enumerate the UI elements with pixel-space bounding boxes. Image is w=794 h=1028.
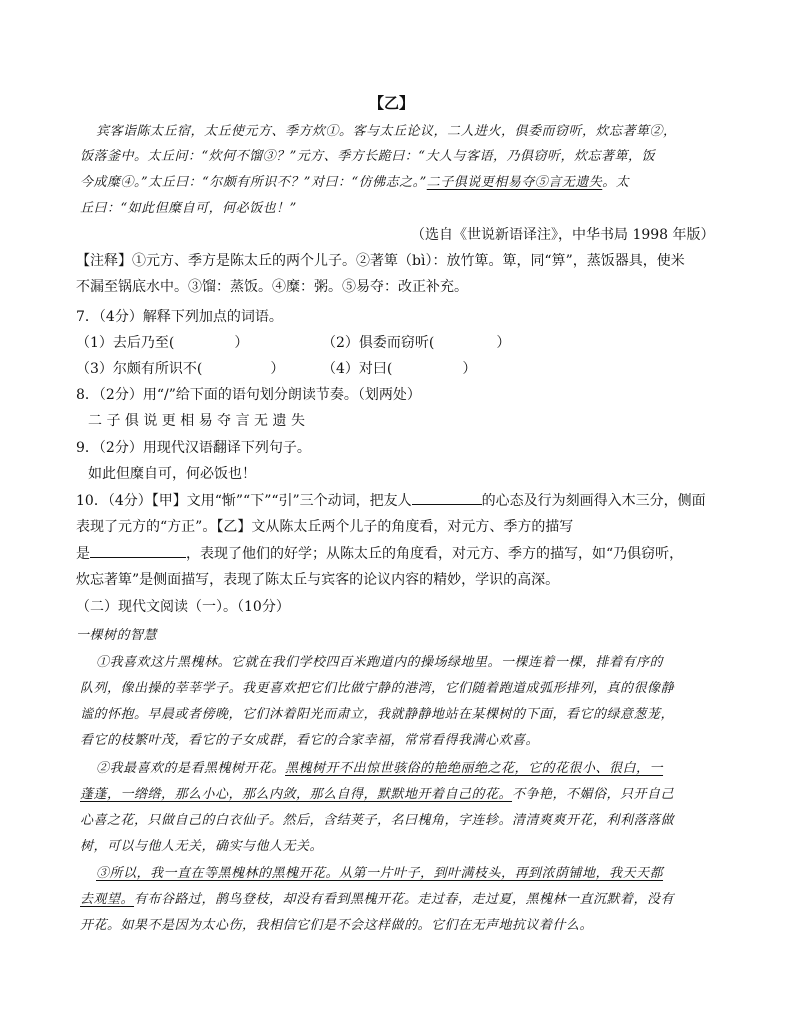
- q7-row-2: [76, 358, 284, 378]
- essay-p2-line-2: [80, 783, 674, 802]
- q7-close-4: ）: [462, 361, 477, 377]
- q9-sentence: 如此但糜自可，何必饭也！: [88, 466, 256, 482]
- essay-p1-line-4: 看它的枝繁叶茂，看它的子女成群，看它的合家幸福，常常看得我满心欢喜。: [80, 733, 540, 748]
- essay-p3-underlined-2: 去观望。: [80, 892, 135, 907]
- q7-stem: 7．（4分）解释下列加点的词语。: [76, 309, 283, 325]
- essay-p2-line-1: [96, 757, 663, 776]
- yi-line-3-text: 今成糜④。”太丘曰：“尔颇有所识不？”对曰：“仿佛志之。”: [80, 175, 427, 190]
- essay-p1-line-2: 队列，像出操的莘莘学子。我更喜欢把它们比做宁静的港湾，它们随着跑道成弧形排列，真的很像静: [80, 681, 675, 696]
- essay-p2-underlined-2: 蓬蓬，一绺绺，那么小心，那么内敛，那么自得，默默地开着自己的花。: [80, 787, 513, 802]
- essay-p2-line-4: 树，可以与他人无关，确实与他人无关。: [80, 839, 324, 854]
- source-citation: （选自《世说新语译注》，中华书局 1998 年版）: [411, 227, 715, 243]
- q8-sentence: 二 子 俱 说 更 相 易 夺 言 无 遗 失: [88, 413, 305, 429]
- yi-line-3-end: 。太: [602, 175, 630, 190]
- yi-line-4: 丘曰：“如此但糜自可，何必饭也！”: [80, 201, 297, 216]
- q7-close-1: ）: [234, 335, 249, 351]
- passage-yi-title: 【乙】: [369, 94, 415, 112]
- q9-stem: 9．（2分）用现代汉语翻译下列句子。: [76, 440, 311, 456]
- essay-p1-line-3: 谧的怀抱。早晨或者傍晚，它们沐着阳光而肃立，我就静静地站在某棵树的下面，看它的绿意葱茏，: [80, 707, 675, 722]
- essay-p1-line-1: ①我喜欢这片黑槐林。它就在我们学校四百米跑道内的操场绿地里。一棵连着一棵，排着有序的: [96, 655, 664, 670]
- q10-line-3b: ，表现了他们的好学；从陈太丘的角度看，对元方、季方的描写，如“乃俱窃听，: [186, 546, 684, 562]
- q10-line-2: 表现了元方的“方正”。【乙】文从陈太丘两个儿子的角度看，对元方、季方的描写: [76, 519, 574, 535]
- essay-p2-lead: ②我最喜欢的是看黑槐树开花。: [96, 761, 286, 776]
- essay-p2-line-3: 心喜之花，只做自己的白衣仙子。然后，含结荚子，名曰槐角，字连轸。清清爽爽开花，利利落落做: [80, 813, 675, 828]
- q10-line-4: 炊忘著箄”是侧面描写，表现了陈太丘与宾客的论议内容的精妙，学识的高深。: [76, 572, 560, 588]
- essay-title: 一棵树的智慧: [76, 628, 158, 643]
- essay-p3-line-1: [96, 862, 663, 881]
- yi-underlined-sentence: 二子俱说更相易夺⑤言无遗失: [426, 175, 603, 190]
- essay-p3-line-2-end: 有布谷路过，鹊鸟登枝，却没有看到黑槐开花。走过春，走过夏，黑槐林一直沉默着，没有: [134, 892, 675, 907]
- q7-close-3: ）: [270, 361, 285, 377]
- q7-item-2: （2）俱委而窃听(: [322, 335, 435, 351]
- essay-p3-line-2: [80, 888, 674, 907]
- essay-p2-underlined-1: 黑槐树开不出惊世骇俗的艳绝丽绝之花，它的花很小、很白，一: [285, 761, 664, 776]
- q10-line-1: [76, 490, 706, 510]
- q10-blank-1[interactable]: [412, 490, 482, 505]
- note-line-1: 【注释】①元方、季方是陈太丘的两个儿子。②著箄（bì）：放竹箄。箄，同“箅”，蒸饭器具，使米: [76, 253, 685, 269]
- q7-close-2: ）: [496, 335, 511, 351]
- q10-blank-2[interactable]: [90, 543, 186, 558]
- q7-row-1b: [322, 332, 510, 352]
- essay-p3-line-3: 开花。如果不是因为太心伤，我相信它们是不会这样做的。它们在无声地抗议着什么。: [80, 918, 594, 933]
- yi-line-1: 宾客诣陈太丘宿，太丘使元方、季方炊①。客与太丘论议，二人进火，俱委而窃听，炊忘著箄②，: [96, 124, 677, 139]
- yi-line-3: [80, 171, 629, 190]
- yi-line-2: 饭落釜中。太丘问：“炊何不馏③？”元方、季方长跪曰：“大人与客语，乃俱窃听，炊忘著箄，饭: [80, 149, 655, 164]
- note-line-2: 不漏至锅底水中。③馏：蒸饭。④糜：粥。⑤易夺：改正补充。: [76, 279, 468, 295]
- essay-p3-underlined-1: ③所以，我一直在等黑槐林的黑槐开花。从第一片叶子，到叶满枝头，再到浓荫铺地，我天天都: [96, 866, 664, 881]
- q7-item-3: （3）尔颇有所识不(: [76, 361, 203, 377]
- q10-line-1a: 10．（4分）【甲】文用“惭”“下”“引”三个动词，把友人: [76, 493, 412, 509]
- q8-stem: 8．（2分）用“/”给下面的语句划分朗读节奏。（划两处）: [76, 387, 421, 403]
- essay-p2-line-2-end: 不争艳，不媚俗，只开自己: [512, 787, 675, 802]
- q7-row-1: [76, 332, 248, 352]
- q10-line-1b: 的心态及行为刻画得入木三分，侧面: [481, 493, 706, 509]
- q7-item-4: （4）对曰(: [322, 361, 393, 377]
- q10-line-3: [76, 543, 683, 563]
- q7-row-2b: [322, 358, 476, 378]
- q10-line-3a: 是: [76, 546, 90, 562]
- q7-item-1: （1）去后乃至(: [76, 335, 175, 351]
- section-heading: （二）现代文阅读（一）。（10分）: [76, 599, 290, 615]
